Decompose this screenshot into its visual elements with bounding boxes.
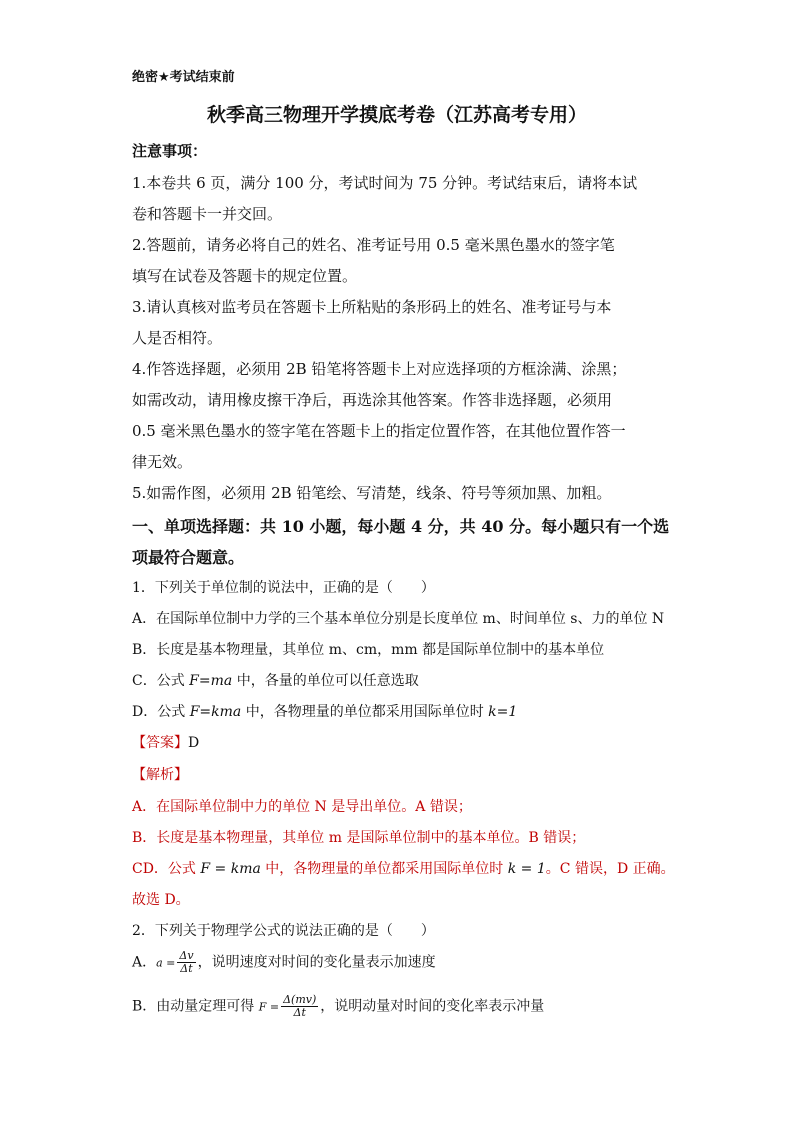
notice-line: 2.答题前，请务必将自己的姓名、准考证号用 0.5 毫米黑色墨水的签字笔 [132,236,615,254]
section-heading: 一、单项选择题：共 10 小题，每小题 4 分，共 40 分。每小题只有一个选 [132,517,670,536]
fraction: $\frac{\Delta v}{\Delta t}$ [179,949,194,976]
fraction: $\frac{\Delta(mv)}{\Delta t}$ [283,993,317,1020]
question-1-stem: 1．下列关于单位制的说法中，正确的是（ ） [132,580,435,596]
question-2-stem: 2．下列关于物理学公式的说法正确的是（ ） [132,923,435,939]
analysis-tag: 【解析】 [132,767,188,783]
question-1-option-c: C．公式 F=ma 中，各量的单位可以任意选取 [132,673,419,689]
notice-line: 3.请认真核对监考员在答题卡上所粘贴的条形码上的姓名、准考证号与本 [132,298,612,316]
notice-line: 卷和答题卡一并交回。 [132,205,283,223]
notice-line: 5.如需作图，必须用 2B 铅笔绘、写清楚，线条、符号等须加黑、加粗。 [132,484,612,502]
notice-line: 人是否相符。 [132,329,223,347]
secret-label: 绝密★考试结束前 [132,70,235,85]
section-heading-cont: 项最符合题意。 [132,548,245,567]
page-title: 秋季高三物理开学摸底考卷（江苏高考专用） [206,104,587,126]
question-1-option-d: D．公式 F=kma 中，各物理量的单位都采用国际单位时 k=1 [132,704,518,720]
notice-line: 0.5 毫米黑色墨水的签字笔在答题卡上的指定位置作答，在其他位置作答一 [132,422,626,440]
answer-tag: 【答案】 [132,735,188,751]
question-1-option-a: A．在国际单位制中力学的三个基本单位分别是长度单位 m、时间单位 s、力的单位 N [132,611,665,627]
analysis-conclusion: 故选 D。 [132,892,190,908]
analysis-text: B．长度是基本物理量，其单位 m 是国际单位制中的基本单位。B 错误； [132,830,586,846]
question-2-option-b: B．由动量定理可得 F = $\frac{\Delta(mv)}{\Delta t}$ ，说明动量对时间的变化率表示冲量 [132,993,545,1020]
analysis-text: A．在国际单位制中力的单位 N 是导出单位。A 错误； [132,799,472,815]
formula: F = kma [200,861,261,877]
formula: F=ma [189,673,233,689]
analysis-text-cd: CD．公式 F = kma 中，各物理量的单位都采用国际单位时 k = 1。C 错误，D 正确。 [132,861,675,877]
formula: F=kma [189,704,242,720]
notice-line: 填写在试卷及答题卡的规定位置。 [132,267,358,285]
notice-heading: 注意事项： [132,142,208,160]
question-1-option-b: B．长度是基本物理量，其单位 m、cm，mm 都是国际单位制中的基本单位 [132,642,605,658]
notice-line: 如需改动，请用橡皮擦干净后，再选涂其他答案。作答非选择题，必须用 [132,391,613,409]
notice-line: 律无效。 [132,453,193,471]
answer-value: D [188,735,200,751]
answer-line [132,732,199,752]
analysis-line [132,764,188,784]
notice-line: 1.本卷共 6 页，满分 100 分，考试时间为 75 分钟。考试结束后，请将本试 [132,174,638,192]
notice-line: 4.作答选择题，必须用 2B 铅笔将答题卡上对应选择项的方框涂满、涂黑； [132,360,627,378]
question-2-option-a: A．a = $\frac{\Delta v}{\Delta t}$ ，说明速度对时间的变化量表示加速度 [132,949,436,976]
